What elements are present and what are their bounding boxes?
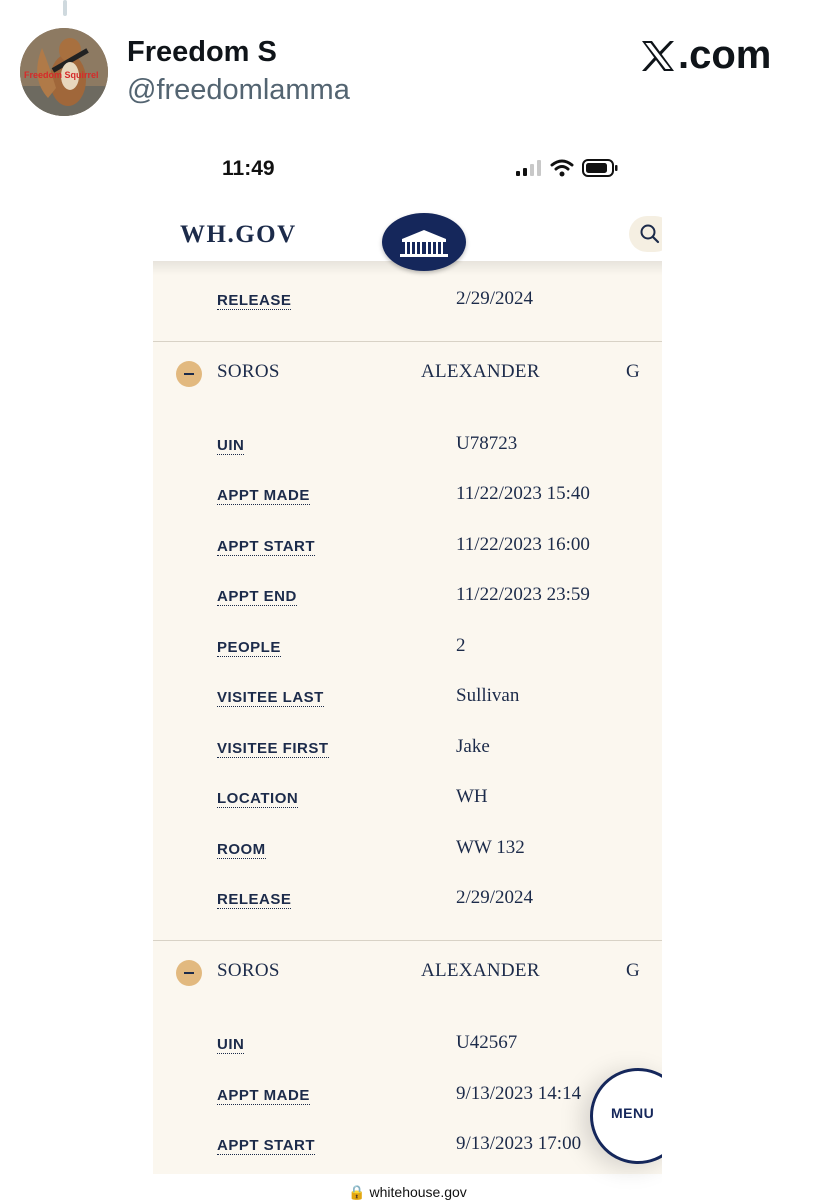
field-label-release[interactable]: RELEASE [217,292,292,309]
visitor-first-name: ALEXANDER [421,960,540,981]
field-value-uin: U42567 [456,1032,518,1053]
site-header [153,207,662,261]
field-value-release: 2/29/2024 [456,288,534,309]
field-label-visitee-last[interactable]: VISITEE LAST [217,689,324,706]
field-label-release[interactable]: RELEASE [217,891,292,908]
field-value-appt-start: 9/13/2023 17:00 [456,1133,582,1154]
x-brand-logo [640,33,771,78]
field-value-appt-made: 11/22/2023 15:40 [456,483,590,504]
battery-icon [582,159,618,177]
wh-gov-logo[interactable]: WH.GOV [180,221,297,248]
x-brand-suffix: .com [678,33,772,77]
search-icon [639,223,661,245]
thread-connector-line [63,0,67,16]
collapse-toggle-icon[interactable] [176,960,202,986]
lock-icon: 🔒 [348,1184,366,1200]
menu-label: MENU [611,1105,655,1121]
avatar-caption: Freedom Squirrel [24,70,99,80]
field-value-release: 2/29/2024 [456,887,534,908]
field-label-visitee-first[interactable]: VISITEE FIRST [217,740,329,757]
author-handle[interactable]: @freedomlamma [127,74,350,106]
field-label-uin[interactable]: UIN [217,1036,245,1053]
field-value-appt-end: 11/22/2023 23:59 [456,584,590,605]
url-text [153,1184,662,1200]
record-divider [153,940,662,941]
white-house-seal-icon[interactable] [382,213,466,271]
field-label-uin[interactable]: UIN [217,437,245,454]
field-label-appt-start[interactable]: APPT START [217,1137,316,1154]
signal-icon [516,160,542,176]
status-icons [516,159,618,177]
field-label-room[interactable]: ROOM [217,841,266,858]
visitor-first-name: ALEXANDER [421,361,540,382]
embedded-screenshot[interactable] [153,143,662,1200]
browser-url-bar[interactable] [153,1174,662,1200]
field-value-location: WH [456,786,488,807]
visitor-last-name: SOROS [217,361,280,382]
field-value-room: WW 132 [456,837,525,858]
collapse-toggle-icon[interactable] [176,361,202,387]
url-label: whitehouse.gov [369,1184,467,1200]
x-logo-icon [640,39,676,73]
visitor-last-name: SOROS [217,960,280,981]
field-value-appt-made: 9/13/2023 14:14 [456,1083,582,1104]
visitor-middle-initial: G [626,960,641,981]
record-divider [153,341,662,342]
field-label-appt-end[interactable]: APPT END [217,588,297,605]
field-label-appt-made[interactable]: APPT MADE [217,1087,310,1104]
field-label-appt-made[interactable]: APPT MADE [217,487,310,504]
field-value-people: 2 [456,635,466,656]
author-name[interactable]: Freedom S [127,36,277,68]
author-avatar[interactable] [20,28,108,116]
white-house-building-icon [382,213,466,271]
search-button[interactable] [629,216,662,252]
field-value-appt-start: 11/22/2023 16:00 [456,534,590,555]
field-value-uin: U78723 [456,433,518,454]
field-label-people[interactable]: PEOPLE [217,639,281,656]
visitor-records-list [153,261,662,1174]
field-value-visitee-first: Jake [456,736,490,757]
wifi-icon [550,159,574,177]
visitor-middle-initial: G [626,361,641,382]
field-value-visitee-last: Sullivan [456,685,520,706]
field-label-location[interactable]: LOCATION [217,790,299,807]
status-time: 11:49 [222,157,275,180]
field-label-appt-start[interactable]: APPT START [217,538,316,555]
squirrel-avatar-image [20,28,108,116]
